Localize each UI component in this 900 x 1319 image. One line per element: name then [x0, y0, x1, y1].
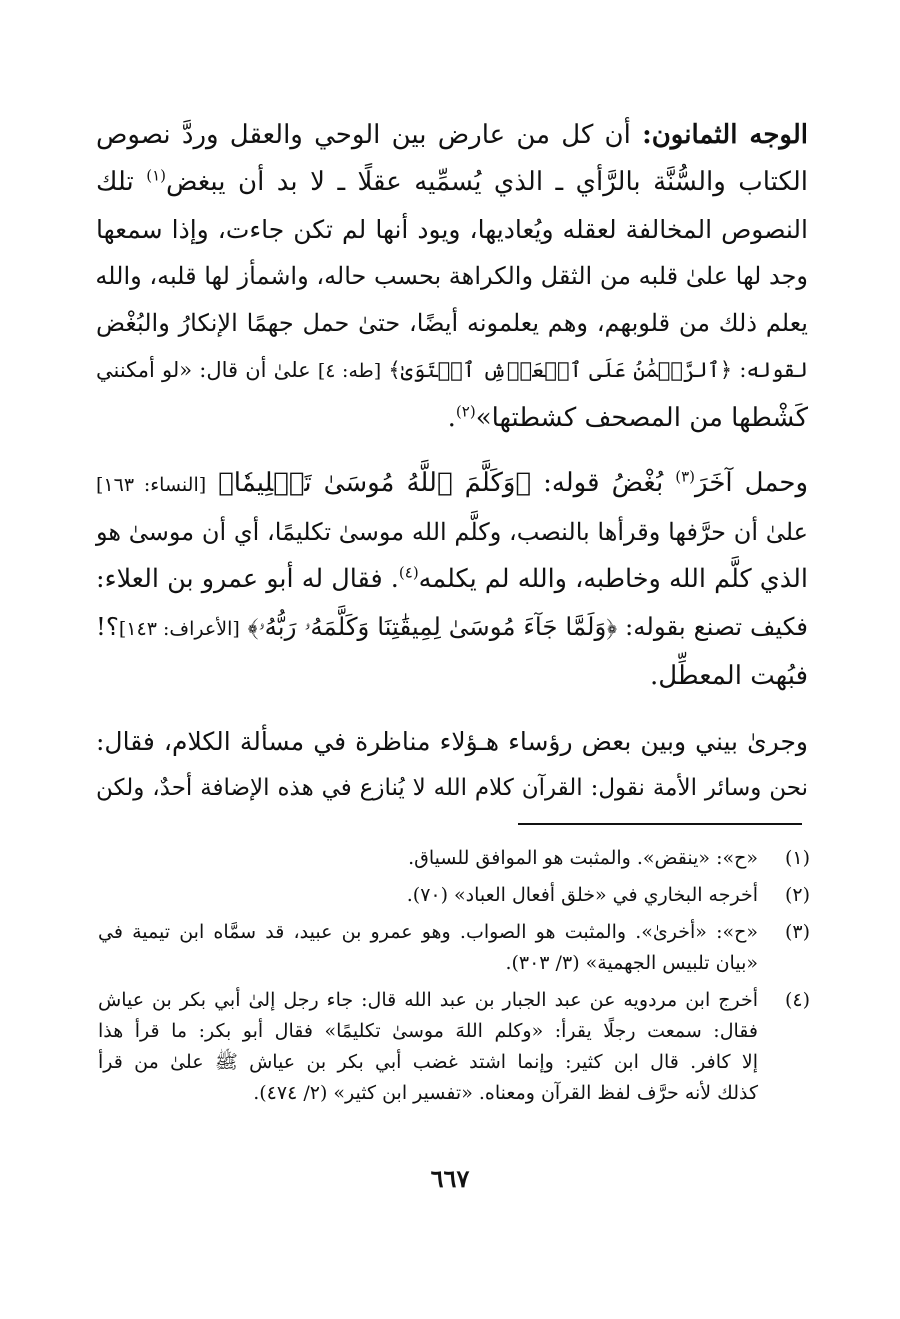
- paragraph-line: [96, 395, 808, 442]
- page-number: ٦٦٧: [430, 1164, 470, 1193]
- footnote-line: «بيان تلبيس الجهمية» (٣/ ٣٠٣).: [505, 952, 758, 974]
- main-text: [96, 112, 808, 830]
- paragraph-line: علىٰ أن حرَّفها وقرأها بالنصب، وكلَّم الله موسىٰ تكليمًا، أي أن موسىٰ هو: [96, 518, 808, 546]
- paragraph-line: [96, 159, 808, 206]
- paragraph-text: بُغْضُ قوله:: [543, 468, 664, 498]
- paragraph-line: النصوص المخالفة لعقله ويُعاديها، ويود أنها لم تكن جاءت، وإذا سمعها: [96, 215, 808, 244]
- verse-reference: [الأعراف: ١٤٣]: [118, 618, 240, 640]
- footnote-divider: [518, 823, 802, 825]
- paragraph-text: وحمل آخَرَ: [695, 468, 809, 498]
- footnote-ref[interactable]: (١): [146, 166, 167, 185]
- footnote-ref[interactable]: (٣): [675, 467, 696, 486]
- paragraph-line: نحن وسائر الأمة نقول: القرآن كلام الله لا يُنازع في هذه الإضافة أحدٌ، ولكن: [96, 775, 808, 801]
- quran-verse: ﴿ٱلرَّحۡمَٰنُ عَلَى ٱلۡعَرۡشِ ٱسۡتَوَىٰ﴾: [388, 358, 733, 382]
- paragraph-2: [96, 460, 808, 700]
- footnote-number: (٢): [784, 884, 810, 906]
- paragraph-line: [96, 112, 808, 159]
- footnote-text: [98, 917, 758, 979]
- paragraph-text: الذي كلَّم الله وخاطبه، والله لم يكلمه: [418, 564, 808, 594]
- footnote-text: [98, 985, 758, 1109]
- paragraph-text: كَشْطها من المصحف كشطتها»: [475, 403, 808, 433]
- footnote-line: أخرج ابن مردويه عن عبد الجبار بن عبد الله قال: جاء رجل إلىٰ أبي بكر بن عياش: [98, 989, 758, 1011]
- paragraph-text: فكيف تصنع بقوله:: [625, 612, 809, 641]
- footnote-line: إلا كافر. قال ابن كثير: وإنما اشتد غضب أبي بكر بن عياش ﷺ علىٰ من قرأ: [98, 1051, 758, 1073]
- paragraph-line: وجرىٰ بيني وبين بعض رؤساء هـؤلاء مناظرة في مسألة الكلام، فقال:: [96, 727, 808, 756]
- paragraph-text: الكتاب والسُّنَّة بالرَّأي ـ الذي يُسمِّيه عقلًا ـ لا بد أن يبغض: [166, 167, 809, 197]
- footnote-number: (٣): [784, 921, 810, 943]
- paragraph-3: [96, 718, 808, 812]
- paragraph-text: أن كل من عارض بين الوحي والعقل وردَّ نصوص: [96, 120, 631, 150]
- footnote-text: [98, 880, 758, 911]
- section-heading: الوجه الثمانون:: [642, 120, 809, 150]
- footnote-text: [98, 843, 758, 874]
- footnote-line: «ح»: «أخرىٰ». والمثبت هو الصواب. وهو عمرو بن عبيد، قد سمَّاه ابن تيمية في: [98, 921, 758, 943]
- quran-verse: ﴿وَلَمَّا جَآءَ مُوسَىٰ لِمِيقَٰتِنَا وَكَلَّمَهُۥ رَبُّهُۥ﴾: [247, 612, 618, 641]
- footnote-line: أخرجه البخاري في «خلق أفعال العباد» (٧٠).: [406, 884, 758, 906]
- paragraph-line: وجد لها علىٰ قلبه من الثقل والكراهة بحسب حاله، واشمأز لها قلبه، والله: [95, 262, 808, 290]
- footnote-line: «ح»: «ينقض». والمثبت هو الموافق للسياق.: [408, 847, 758, 869]
- paragraph-line: [96, 460, 808, 509]
- footnote-line: كذلك لأنه حرَّف لفظ القرآن ومعناه. «تفسير ابن كثير» (٢/ ٤٧٤).: [253, 1082, 758, 1104]
- footnote-3: [98, 917, 810, 979]
- footnote-1: [98, 843, 810, 874]
- paragraph-text: علىٰ أن قال: «لو أمكنني: [96, 358, 311, 382]
- paragraph-line: يعلم ذلك من قلوبهم، وهم يعلمونه أيضًا، حتىٰ حمل جهمًا الإنكارُ والبُغْض: [96, 309, 808, 337]
- verse-reference: [النساء: ١٦٣]: [96, 474, 207, 496]
- quran-verse: ﴿وَكَلَّمَ ٱللَّهُ مُوسَىٰ تَكۡلِيمٗا﴾: [218, 468, 532, 498]
- paragraph-line: [96, 347, 808, 395]
- footnote-number: (١): [784, 847, 810, 869]
- paragraph-text: . فقال له أبو عمرو بن العلاء:: [96, 564, 399, 594]
- footnote-4: [98, 985, 810, 1109]
- paragraph-line: [96, 603, 808, 653]
- footnotes: [98, 843, 810, 1115]
- footnote-ref[interactable]: (٢): [455, 402, 476, 421]
- paragraph-line: فبُهت المعطِّل.: [649, 661, 808, 691]
- footnote-ref[interactable]: (٤): [398, 563, 419, 582]
- paragraph-text: .: [447, 403, 456, 433]
- paragraph-line: [96, 556, 808, 603]
- paragraph-1: [96, 112, 808, 442]
- paragraph-text: لقوله:: [739, 358, 808, 382]
- verse-reference: [طه: ٤]: [317, 360, 382, 382]
- footnote-number: (٤): [784, 989, 810, 1011]
- paragraph-text: تلك: [96, 167, 134, 197]
- footnote-2: [98, 880, 810, 911]
- paragraph-text: ؟!: [96, 612, 119, 641]
- footnote-line: فقال: سمعت رجلًا يقرأ: «وكلم اللهَ موسىٰ تكليمًا» فقال أبو بكر: ما قرأ هذا: [98, 1020, 758, 1042]
